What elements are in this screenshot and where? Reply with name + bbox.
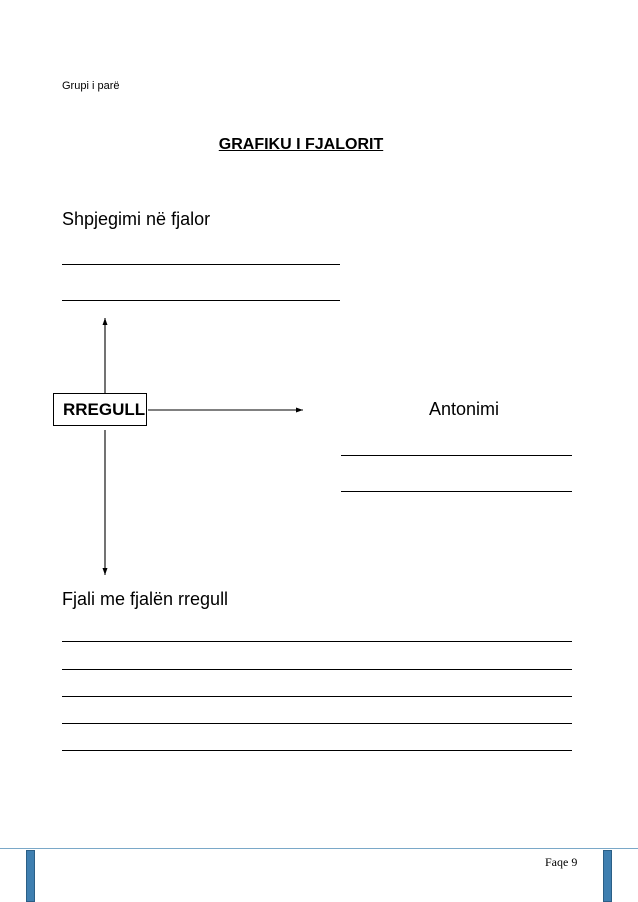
page-number: Faqe 9: [545, 855, 578, 869]
sentence-answer-line-3[interactable]: [62, 696, 572, 697]
definition-answer-line-2[interactable]: [62, 300, 340, 301]
sentence-answer-line-4[interactable]: [62, 723, 572, 724]
sentence-answer-line-5[interactable]: [62, 750, 572, 751]
footer-rule: [0, 848, 638, 849]
definition-label: Shpjegimi në fjalor: [62, 209, 211, 229]
page-title: GRAFIKU I FJALORIT: [218, 136, 384, 153]
sentence-answer-line-2[interactable]: [62, 669, 572, 670]
antonym-answer-line-1[interactable]: [341, 455, 572, 456]
sentence-label: Fjali me fjalën rregull: [62, 589, 229, 609]
antonym-answer-line-2[interactable]: [341, 491, 572, 492]
footer-bar-right: [603, 850, 612, 902]
antonym-label: Antonimi: [429, 399, 500, 419]
word-box: RREGULL: [53, 393, 147, 426]
sentence-answer-line-1[interactable]: [62, 641, 572, 642]
group-label: Grupi i parë: [62, 80, 120, 92]
definition-answer-line-1[interactable]: [62, 264, 340, 265]
footer-bar-left: [26, 850, 35, 902]
